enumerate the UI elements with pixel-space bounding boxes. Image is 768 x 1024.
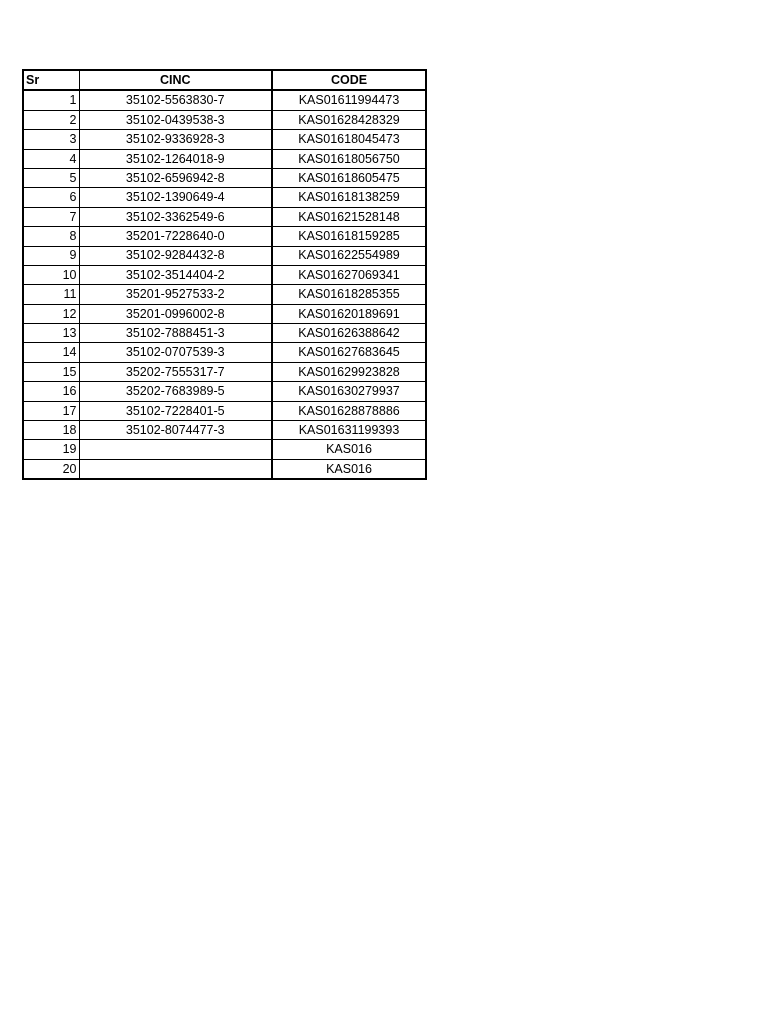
table-row (23, 168, 426, 187)
table-row (23, 90, 426, 110)
table-row (23, 382, 426, 401)
table-row (23, 421, 426, 440)
sr-cell: 6 (23, 188, 79, 207)
table-row (23, 459, 426, 479)
sr-cell: 18 (23, 421, 79, 440)
cinc-cell: 35102-1264018-9 (79, 149, 272, 168)
code-cell: KAS01622554989 (272, 246, 426, 265)
sr-cell: 8 (23, 227, 79, 246)
table-row (23, 188, 426, 207)
table-row (23, 246, 426, 265)
code-cell: KAS01618138259 (272, 188, 426, 207)
cinc-cell (79, 440, 272, 459)
table-row (23, 149, 426, 168)
cinc-cell: 35202-7683989-5 (79, 382, 272, 401)
cinc-cell: 35202-7555317-7 (79, 362, 272, 381)
sr-cell: 4 (23, 149, 79, 168)
table-row (23, 207, 426, 226)
code-cell: KAS01628428329 (272, 110, 426, 129)
code-cell: KAS01627683645 (272, 343, 426, 362)
sr-cell: 20 (23, 459, 79, 479)
sr-cell: 3 (23, 130, 79, 149)
code-cell: KAS01611994473 (272, 90, 426, 110)
sr-cell: 16 (23, 382, 79, 401)
header-row (23, 70, 426, 90)
cinc-cell: 35102-9336928-3 (79, 130, 272, 149)
cinc-cell: 35102-7888451-3 (79, 324, 272, 343)
sr-cell: 10 (23, 265, 79, 284)
table-row (23, 227, 426, 246)
sr-cell: 2 (23, 110, 79, 129)
table-row (23, 285, 426, 304)
cinc-cell: 35102-8074477-3 (79, 421, 272, 440)
header-sr: Sr (23, 70, 79, 90)
code-cell: KAS01629923828 (272, 362, 426, 381)
cinc-cell: 35102-7228401-5 (79, 401, 272, 420)
table-row (23, 401, 426, 420)
sr-cell: 14 (23, 343, 79, 362)
code-cell: KAS016 (272, 440, 426, 459)
code-cell: KAS01618605475 (272, 168, 426, 187)
code-cell: KAS01628878886 (272, 401, 426, 420)
cinc-cell: 35102-5563830-7 (79, 90, 272, 110)
cinc-cell: 35201-9527533-2 (79, 285, 272, 304)
code-cell: KAS016 (272, 459, 426, 479)
table-row (23, 440, 426, 459)
sr-cell: 7 (23, 207, 79, 226)
table-row (23, 304, 426, 323)
code-cell: KAS01630279937 (272, 382, 426, 401)
sr-cell: 19 (23, 440, 79, 459)
cinc-cell: 35102-0707539-3 (79, 343, 272, 362)
sr-cell: 5 (23, 168, 79, 187)
code-cell: KAS01618285355 (272, 285, 426, 304)
sr-cell: 9 (23, 246, 79, 265)
sr-cell: 11 (23, 285, 79, 304)
sr-cell: 1 (23, 90, 79, 110)
header-code: CODE (272, 70, 426, 90)
code-cell: KAS01631199393 (272, 421, 426, 440)
table-row (23, 110, 426, 129)
code-cell: KAS01618045473 (272, 130, 426, 149)
cinc-cell: 35201-0996002-8 (79, 304, 272, 323)
table-row (23, 343, 426, 362)
table-row (23, 130, 426, 149)
code-cell: KAS01620189691 (272, 304, 426, 323)
cinc-cell: 35102-0439538-3 (79, 110, 272, 129)
cinc-cell: 35201-7228640-0 (79, 227, 272, 246)
cinc-cell: 35102-6596942-8 (79, 168, 272, 187)
table-row (23, 324, 426, 343)
code-cell: KAS01626388642 (272, 324, 426, 343)
sr-cell: 17 (23, 401, 79, 420)
code-cell: KAS01627069341 (272, 265, 426, 284)
cinc-cell: 35102-3362549-6 (79, 207, 272, 226)
sr-cell: 15 (23, 362, 79, 381)
header-cinc: CINC (79, 70, 272, 90)
code-cell: KAS01621528148 (272, 207, 426, 226)
data-table (22, 69, 427, 480)
cinc-cell: 35102-1390649-4 (79, 188, 272, 207)
cinc-cell: 35102-3514404-2 (79, 265, 272, 284)
sr-cell: 12 (23, 304, 79, 323)
sr-cell: 13 (23, 324, 79, 343)
table-row (23, 265, 426, 284)
cinc-cell: 35102-9284432-8 (79, 246, 272, 265)
table-row (23, 362, 426, 381)
code-cell: KAS01618056750 (272, 149, 426, 168)
code-cell: KAS01618159285 (272, 227, 426, 246)
cinc-cell (79, 459, 272, 479)
